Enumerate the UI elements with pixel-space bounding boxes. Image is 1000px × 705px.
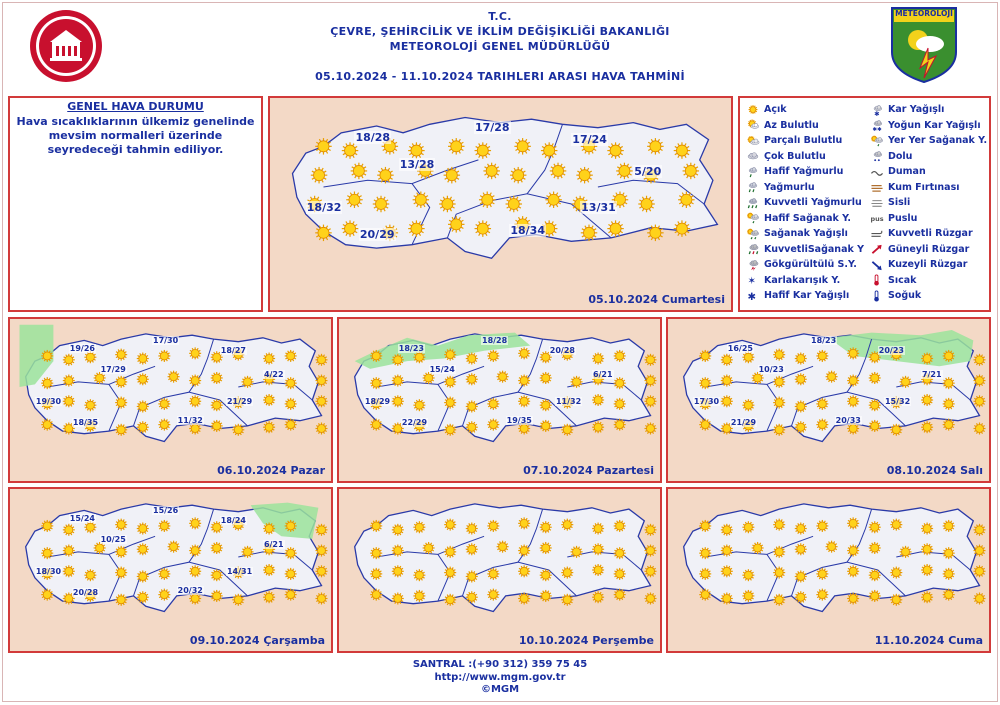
legend-item-label: Puslu — [888, 212, 918, 224]
light-shower-icon — [746, 212, 760, 224]
temp-label: 18/23 — [398, 344, 424, 354]
temp-label: 18/24 — [220, 515, 246, 525]
legend-item-label: Hafif Sağanak Y. — [764, 212, 852, 224]
temp-label: 18/34 — [510, 224, 545, 238]
legend-item-label: Sisli — [888, 197, 911, 209]
map-date-label: 05.10.2024 Cumartesi — [588, 293, 725, 306]
temp-label: 11/32 — [555, 397, 582, 407]
temp-label: 18/28 — [355, 131, 391, 145]
legend-item — [870, 133, 990, 149]
temp-label: 20/29 — [359, 227, 395, 241]
temp-label: 11/32 — [177, 415, 203, 425]
temp-label: 17/28 — [474, 120, 510, 134]
temp-label: 7/21 — [921, 370, 942, 380]
temp-label: 15/24 — [69, 514, 95, 524]
temp-label: 10/25 — [100, 535, 126, 544]
map-date-label: 08.10.2024 Salı — [886, 464, 983, 477]
temp-label: 20/28 — [549, 345, 575, 355]
temp-label: 18/23 — [811, 336, 837, 346]
legend-item — [870, 288, 990, 304]
legend-item-label: Parçalı Bulutlu — [764, 135, 843, 147]
temp-label: 4/22 — [263, 370, 284, 380]
heavy-rain-icon — [746, 197, 760, 209]
temp-label: 15/26 — [153, 506, 179, 516]
legend-item-label: Sağanak Yağışlı — [764, 228, 848, 240]
temp-label: 21/29 — [730, 418, 757, 428]
thunder-icon — [746, 259, 760, 271]
temp-label: 20/23 — [878, 345, 904, 355]
legend-item — [870, 257, 990, 273]
temp-label: 18/28 — [482, 336, 508, 346]
legend-item-label: Hafif Yağmurlu — [764, 166, 844, 178]
scattered-shower-icon — [870, 135, 884, 147]
temp-label: 17/30 — [153, 336, 179, 346]
legend-item-label: Açık — [764, 104, 787, 116]
temp-label: 22/29 — [401, 418, 428, 428]
general-weather-title: GENEL HAVA DURUMU — [67, 100, 204, 113]
temp-label: 16/25 — [727, 344, 753, 354]
ministry-seal-icon — [28, 8, 104, 84]
general-weather-text: Hava sıcaklıklarının ülkemiz genelinde mevsim normalleri üzerinde seyredeceği tahmin ediliyor. — [16, 115, 255, 156]
legend-item-label: Yağmurlu — [764, 181, 815, 193]
temp-label: 19/30 — [35, 397, 62, 407]
legend-item-label: Sıcak — [888, 274, 917, 286]
map-date-label: 06.10.2024 Pazar — [217, 464, 325, 477]
legend-grid — [746, 102, 987, 304]
legend-item-label: Kar Yağışlı — [888, 104, 945, 116]
light-rain-icon — [746, 166, 760, 178]
map-day-3 — [337, 317, 662, 483]
temp-label: 21/29 — [226, 397, 253, 407]
turkey-map — [668, 489, 989, 651]
legend-item-label: Az Bulutlu — [764, 119, 819, 131]
fog-icon — [870, 197, 884, 209]
legend-item — [870, 211, 990, 227]
legend-item — [746, 226, 870, 242]
legend-item — [746, 257, 870, 273]
turkey-map — [339, 489, 660, 651]
temp-label: 17/24 — [572, 132, 607, 146]
map-day-2 — [8, 317, 333, 483]
meteoroloji-logo-text: METEOROLOJİ — [895, 9, 953, 18]
heavy-shower-icon — [746, 243, 760, 255]
legend-item-label: Kuvvetli Rüzgar — [888, 228, 973, 240]
legend-item-label: Kum Fırtınası — [888, 181, 960, 193]
hail-icon — [870, 150, 884, 162]
temp-label: 20/33 — [835, 415, 861, 425]
heavy-snow-icon — [870, 119, 884, 131]
temp-label: 19/26 — [69, 344, 95, 354]
map-date-label: 07.10.2024 Pazartesi — [523, 464, 654, 477]
svg-text:✱: ✱ — [874, 109, 880, 116]
legend-item-label: Kuvvetli Yağmurlu — [764, 197, 862, 209]
partly-cloudy-icon — [746, 135, 760, 147]
legend-item — [746, 118, 870, 134]
svg-text:✱: ✱ — [747, 291, 756, 302]
header-ministry: ÇEVRE, ŞEHİRCİLİK VE İKLİM DEĞİŞİKLİĞİ BAKANLIĞI — [330, 25, 670, 38]
map-day-6 — [337, 487, 662, 653]
legend-item — [870, 273, 990, 289]
legend-item-label: Kuzeyli Rüzgar — [888, 259, 968, 271]
legend-item-label: KuvvetliSağanak Y — [764, 243, 864, 255]
temp-label: 19/35 — [506, 415, 532, 425]
map-date-label: 09.10.2024 Çarşamba — [189, 634, 325, 647]
legend-item — [746, 149, 870, 165]
legend-item-label: Hafif Kar Yağışlı — [764, 290, 850, 302]
smoke-icon — [870, 166, 884, 178]
legend-item — [746, 195, 870, 211]
legend-item — [746, 273, 870, 289]
temp-label: 20/32 — [177, 585, 203, 595]
svg-text:✱✱: ✱✱ — [872, 127, 882, 132]
footer-copyright: ©MGM — [480, 684, 520, 695]
map-day-4 — [666, 317, 991, 483]
cold-icon — [870, 290, 884, 302]
legend-item — [746, 180, 870, 196]
temp-label: 15/32 — [884, 397, 911, 407]
temp-label: 6/21 — [592, 370, 613, 380]
legend-item — [746, 211, 870, 227]
light-snow-icon — [746, 290, 760, 302]
rain-icon — [746, 181, 760, 193]
temp-label: 10/23 — [758, 365, 784, 374]
legend-item — [870, 242, 990, 258]
legend-item — [870, 102, 990, 118]
strong-wind-icon — [870, 228, 884, 240]
legend-item-label: Çok Bulutlu — [764, 150, 826, 162]
legend-item — [870, 118, 990, 134]
header-forecast-range: 05.10.2024 - 11.10.2024 TARIHLERI ARASI HAVA TAHMİNİ — [315, 70, 685, 83]
map-day-7 — [666, 487, 991, 653]
legend-item — [870, 149, 990, 165]
legend-item — [870, 180, 990, 196]
legend-item — [870, 226, 990, 242]
legend-item-label: Güneyli Rüzgar — [888, 243, 970, 255]
temp-label: 18/27 — [220, 345, 246, 355]
shower-icon — [746, 228, 760, 240]
legend-item — [746, 242, 870, 258]
temp-label: 20/28 — [72, 588, 99, 598]
legend-item — [746, 133, 870, 149]
legend-box — [738, 96, 991, 312]
map-date-label: 11.10.2024 Cuma — [874, 634, 983, 647]
temp-label: 17/29 — [100, 365, 126, 374]
temp-label: 13/28 — [399, 158, 435, 172]
legend-item-label: Karlakarışık Y. — [764, 274, 841, 286]
legend-item-label: Dolu — [888, 150, 913, 162]
map-day-1 — [268, 96, 733, 312]
temp-label: 18/30 — [35, 567, 62, 577]
legend-item-label: Duman — [888, 166, 926, 178]
hot-icon — [870, 274, 884, 286]
footer-url[interactable]: http://www.mgm.gov.tr — [434, 672, 566, 683]
legend-item-label: Yer Yer Sağanak Y. — [888, 135, 988, 147]
temp-label: 15/24 — [429, 365, 455, 374]
temp-label: 13/31 — [581, 200, 616, 214]
cloud-icon — [746, 150, 760, 162]
sun-icon — [746, 104, 760, 116]
legend-item-label: Yoğun Kar Yağışlı — [888, 119, 981, 131]
legend-item — [870, 195, 990, 211]
sandstorm-icon — [870, 181, 884, 193]
svg-text:✶: ✶ — [747, 276, 756, 287]
temp-label: 18/35 — [72, 418, 99, 428]
legend-item — [746, 164, 870, 180]
temp-label: 18/32 — [306, 200, 342, 214]
header-directorate: METEOROLOJİ GENEL MÜDÜRLÜĞÜ — [389, 40, 611, 53]
temp-label: 5/20 — [634, 164, 662, 178]
north-wind-icon — [870, 259, 884, 271]
legend-item-label: Gökgürültülü S.Y. — [764, 259, 857, 271]
sun-cloud-icon — [746, 119, 760, 131]
header-tc: T.C. — [488, 10, 512, 23]
temp-label: 6/21 — [263, 540, 284, 550]
legend-item-label: Soğuk — [888, 290, 922, 302]
footer-phone: SANTRAL :(+90 312) 359 75 45 — [412, 659, 588, 670]
svg-text:pus: pus — [870, 215, 884, 224]
legend-item — [870, 164, 990, 180]
snow-icon — [870, 104, 884, 116]
south-wind-icon — [870, 243, 884, 255]
sleet-icon — [746, 274, 760, 286]
temp-label: 18/29 — [364, 397, 391, 407]
legend-item — [746, 102, 870, 118]
haze-icon — [870, 212, 884, 224]
map-day-5 — [8, 487, 333, 653]
map-date-label: 10.10.2024 Perşembe — [518, 634, 654, 647]
temp-label: 14/31 — [226, 567, 253, 577]
legend-item — [746, 288, 870, 304]
temp-label: 17/30 — [693, 397, 720, 407]
general-weather-box — [8, 96, 263, 312]
